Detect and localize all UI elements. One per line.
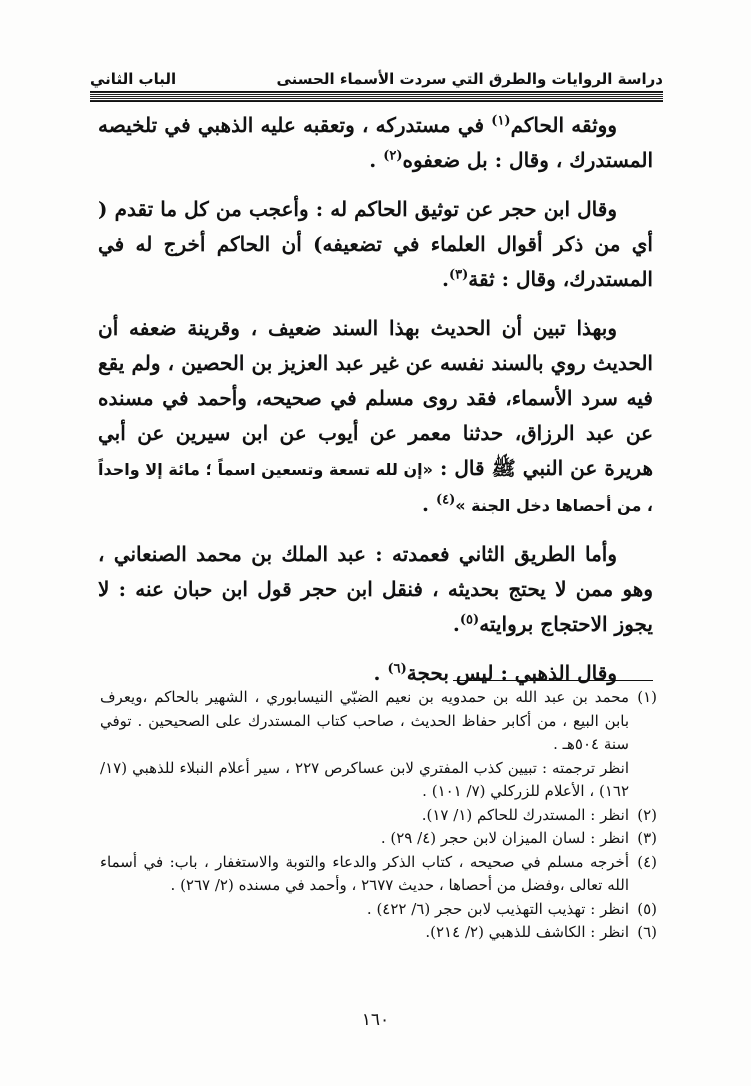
footnote-number bbox=[629, 757, 657, 804]
footnote bbox=[100, 851, 657, 898]
page-number: ١٦٠ bbox=[361, 1010, 390, 1030]
hadith-quote: «إن لله تسعة وتسعين اسماً ؛ مائة إلا واحداً ، من أحصاها دخل الجنة » bbox=[98, 460, 653, 515]
paragraph-4 bbox=[98, 537, 653, 642]
footnote-ref: (٢) bbox=[383, 148, 403, 164]
footnote-text: انظر : لسان الميزان لابن حجر (٤/ ٢٩) . bbox=[380, 829, 629, 847]
footnote-number: (١) bbox=[637, 688, 657, 706]
footnote-ref: (٤) bbox=[435, 492, 456, 508]
paragraph-text: . bbox=[369, 148, 384, 172]
paragraph-text: . bbox=[442, 267, 449, 291]
footnote-number: (٤) bbox=[637, 852, 657, 871]
footnote bbox=[100, 686, 657, 757]
footnote-text: انظر : المستدرك للحاكم (١/ ١٧). bbox=[421, 805, 629, 824]
footnote bbox=[100, 827, 657, 851]
paragraph-text: وبهذا تبين أن الحديث بهذا السند ضعيف ، وقرينة ضعفه أن الحديث روي بالسند نفسه عن غير عبد العزيز بن الحصين ، ولم يقع فيه سرد الأسماء، فقد روى مسلم في صحيحه، وأحمد في مسنده عن عبد الرزاق، حدثنا معمر عن أيوب عن ابن سيرين عن أبي هريرة عن النبي ﷺ قال : bbox=[98, 316, 654, 480]
footnote bbox=[100, 757, 657, 804]
footnote-text: انظر : تهذيب التهذيب لابن حجر (٦/ ٤٢٢) . bbox=[366, 899, 629, 918]
footnote-ref: (٥) bbox=[459, 612, 480, 628]
footnote-text: انظر ترجمته : تبيين كذب المفتري لابن عساكرص ٢٢٧ ، سير أعلام النبلاء للذهبي (١٧/ ١٦٢) ، الأعلام للزركلي (٧/ ١٠١) . bbox=[100, 758, 629, 800]
footnote-number: (٣) bbox=[637, 829, 657, 847]
paragraph-text: وأما الطريق الثاني فعمدته : عبد الملك بن محمد الصنعاني ، وهو ممن لا يحتج بحديثه ، فنقل ابن حجر قول ابن حبان عنه : لا يجوز الاحتجاج بروايته bbox=[98, 542, 653, 636]
paragraph-2 bbox=[98, 192, 653, 297]
main-text bbox=[98, 108, 653, 691]
footnote-text: محمد بن عبد الله بن حمدويه بن نعيم الضبّي النيسابوري ، الشهير بالحاكم ،ويعرف بابن البيع ، من أكابر حفاظ الحديث ، صاحب كتاب المستدرك على الصحيحين . توفي سنة ٥٠٤هـ . bbox=[100, 688, 629, 753]
paragraph-text: ووثقه الحاكم bbox=[510, 113, 617, 137]
book-title: دراسة الروايات والطرق التي سردت الأسماء الحسنى bbox=[276, 70, 663, 88]
paragraph-text: وقال ابن حجر عن توثيق الحاكم له : وأعجب من كل ما تقدم ( أي من ذكر أقوال العلماء في تضعيفه) أن الحاكم أخرج له في المستدرك، وقال : ثقة bbox=[98, 197, 653, 291]
paragraph-text: . bbox=[452, 612, 460, 636]
header-rule bbox=[90, 91, 663, 102]
footnote-ref: (١) bbox=[491, 113, 511, 129]
footnote-text: أخرجه مسلم في صحيحه ، كتاب الذكر والدعاء والتوبة والاستغفار ، باب: في أسماء الله تعالى ،وفضل من أحصاها ، حديث ٢٦٧٧ ، وأحمد في مسنده (٢/ ٢٦٧) . bbox=[100, 852, 629, 894]
paragraph-text: . bbox=[422, 492, 436, 516]
footnote-number: (٥) bbox=[637, 899, 657, 918]
footnote-text: انظر : الكاشف للذهبي (٢/ ٢١٤). bbox=[425, 923, 629, 941]
paragraph-text: في مستدركه ، وتعقبه عليه الذهبي في تلخيصه المستدرك ، وقال : بل ضعفوه bbox=[98, 113, 653, 172]
footnote-separator bbox=[453, 680, 653, 681]
paragraph-1 bbox=[98, 108, 653, 178]
chapter-title: الباب الثاني bbox=[90, 70, 177, 88]
footnote bbox=[100, 898, 657, 922]
footnote bbox=[100, 921, 657, 945]
footnote-number: (٢) bbox=[637, 805, 657, 824]
paragraph-text: . bbox=[373, 661, 388, 685]
paragraph-3 bbox=[98, 311, 653, 523]
footnote-ref: (٣) bbox=[448, 267, 469, 283]
running-header bbox=[90, 62, 663, 88]
footnote-ref: (٦) bbox=[387, 661, 407, 677]
paragraph-text: وقال الذهبي : ليس بحجة bbox=[406, 661, 617, 685]
footnote-number: (٦) bbox=[637, 923, 657, 941]
footnotes bbox=[100, 686, 657, 945]
footnote bbox=[100, 804, 657, 828]
